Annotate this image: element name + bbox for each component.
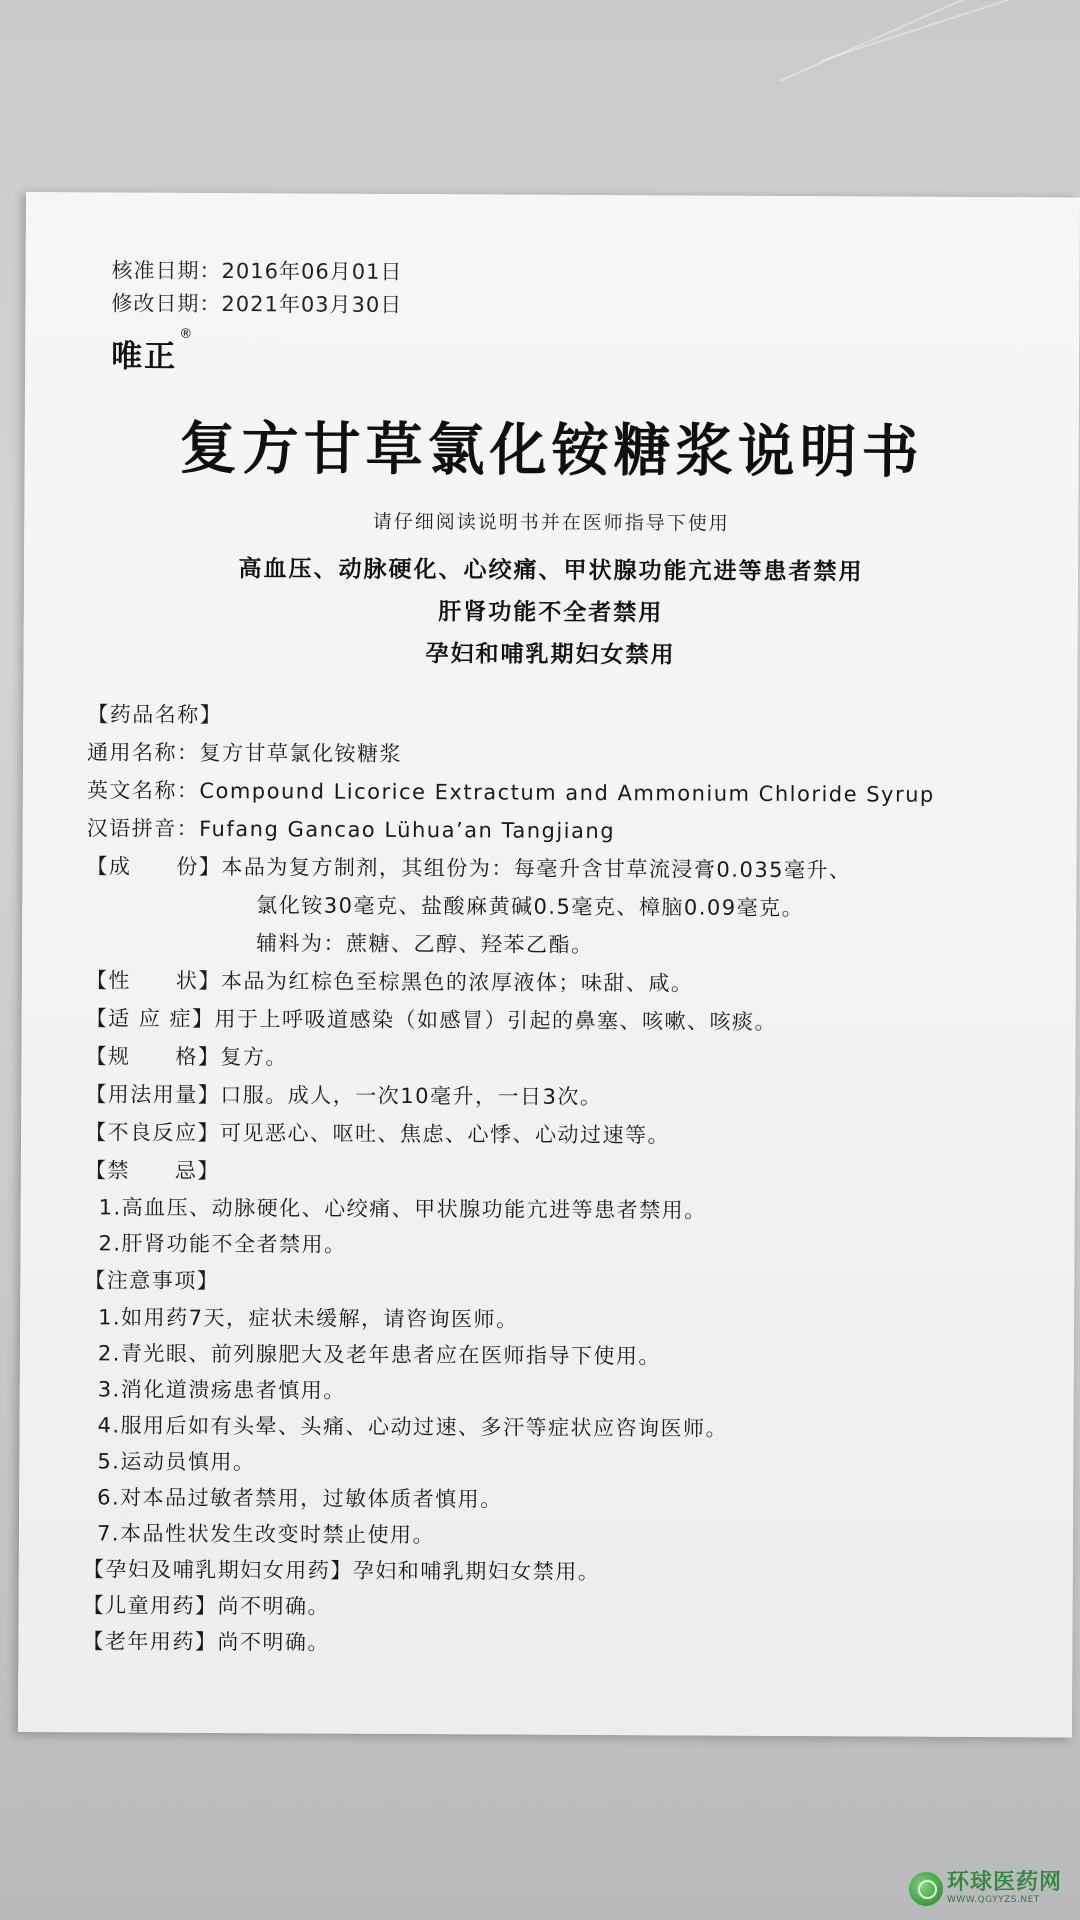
specification-text: 复方。 xyxy=(220,1045,289,1070)
character-text: 本品为红棕色至棕黑色的浓厚液体；味甜、咸。 xyxy=(220,969,694,996)
revision-date: 修改日期：2021年03月30日 xyxy=(111,291,403,317)
english-name: 英文名称：Compound Licorice Extractum and Ammonium Chloride Syrup xyxy=(86,778,935,807)
children-text: 尚不明确。 xyxy=(217,1594,331,1619)
warning-line-2: 肝肾功能不全者禁用 xyxy=(438,599,664,627)
watermark-url: WWW.QGYYZS.NET xyxy=(946,1895,1040,1905)
registered-mark: ® xyxy=(179,326,195,342)
section-heading-adverse: 【不良反应】 xyxy=(85,1120,221,1146)
adverse-row xyxy=(85,1113,1075,1156)
composition-text-3: 辅料为：蔗糖、乙醇、羟苯乙酯。 xyxy=(256,931,594,957)
leaflet-paper xyxy=(18,192,1080,1737)
leaflet-body xyxy=(82,695,1077,1664)
section-heading-specification: 【规 格】 xyxy=(85,1044,221,1070)
brand-logo xyxy=(111,326,195,375)
contraindication-item: 2.肝肾功能不全者禁用。 xyxy=(98,1231,347,1257)
approval-date: 核准日期：2016年06月01日 xyxy=(111,258,403,284)
children-row xyxy=(83,1587,1073,1628)
indications-text: 用于上呼吸道感染（如感冒）引起的鼻塞、咳嗽、咳痰。 xyxy=(214,1006,778,1034)
document-title: 复方甘草氯化铵糖浆说明书 xyxy=(179,415,924,486)
section-heading-elderly: 【老年用药】 xyxy=(82,1629,218,1655)
specification-row xyxy=(85,1037,1075,1080)
watermark-text xyxy=(947,1871,1062,1906)
dosage-text: 口服。成人，一次10毫升，一日3次。 xyxy=(220,1083,603,1110)
warning-line-3: 孕妇和哺乳期妇女禁用 xyxy=(425,641,676,669)
precaution-item: 4.服用后如有头晕、头痛、心动过速、多汗等症状应咨询医师。 xyxy=(97,1413,729,1441)
precaution-item: 7.本品性状发生改变时禁止使用。 xyxy=(96,1521,436,1548)
pregnancy-row xyxy=(83,1551,1073,1592)
pregnancy-text: 孕妇和哺乳期妇女禁用。 xyxy=(352,1558,601,1585)
precaution-item: 5.运动员慎用。 xyxy=(97,1449,256,1475)
precaution-item: 6.对本品过敏者禁用，过敏体质者慎用。 xyxy=(97,1485,503,1512)
pinyin-name: 汉语拼音：Fufang Gancao Lühua’an Tangjiang xyxy=(86,816,616,844)
composition-text-2: 氯化铵30毫克、盐酸麻黄碱0.5毫克、樟脑0.09毫克。 xyxy=(256,893,805,921)
elderly-text: 尚不明确。 xyxy=(217,1630,330,1655)
background-shelf-line xyxy=(820,0,1080,62)
adverse-text: 可见恶心、呕吐、焦虑、心悸、心动过速等。 xyxy=(220,1121,671,1148)
document-subtitle: 请仔细阅读说明书并在医师指导下使用 xyxy=(372,510,730,535)
brand-name: 唯正 xyxy=(111,338,178,375)
section-heading-composition: 【成 份】 xyxy=(86,854,222,880)
section-heading-indications: 【适 应 症】 xyxy=(85,1006,215,1031)
precaution-item: 2.青光眼、前列腺肥大及老年患者应在医师指导下使用。 xyxy=(97,1341,662,1369)
composition-row xyxy=(86,847,1076,890)
composition-text-1: 本品为复方制剂，其组份为：每毫升含甘草流浸膏0.035毫升、 xyxy=(221,855,852,883)
generic-name: 通用名称：复方甘草氯化铵糖浆 xyxy=(87,740,403,766)
watermark-name: 环球医药网 xyxy=(946,1870,1062,1895)
contraindication-item: 1.高血压、动脉硬化、心绞痛、甲状腺功能亢进等患者禁用。 xyxy=(98,1195,707,1223)
section-heading-character: 【性 状】 xyxy=(85,968,221,994)
warning-line-1: 高血压、动脉硬化、心绞痛、甲状腺功能亢进等患者禁用 xyxy=(238,556,864,586)
section-heading-pregnancy: 【孕妇及哺乳期妇女用药】 xyxy=(82,1557,353,1583)
dosage-row xyxy=(85,1075,1075,1118)
site-watermark xyxy=(909,1871,1062,1906)
section-heading-dosage: 【用法用量】 xyxy=(85,1082,221,1108)
elderly-row xyxy=(82,1623,1072,1664)
indications-row xyxy=(86,999,1076,1042)
section-heading-contraindications: 【禁 忌】 xyxy=(84,1158,220,1184)
globe-logo-icon xyxy=(909,1872,943,1906)
precaution-item: 3.消化道溃疡患者慎用。 xyxy=(97,1377,346,1403)
dates-block xyxy=(111,254,402,322)
precaution-item: 1.如用药7天，症状未缓解，请咨询医师。 xyxy=(98,1305,519,1332)
section-heading-precautions: 【注意事项】 xyxy=(84,1268,220,1294)
background-shelf-line xyxy=(780,0,1073,82)
section-heading-children: 【儿童用药】 xyxy=(82,1593,218,1619)
character-row xyxy=(86,961,1076,1004)
section-heading-drug-name: 【药品名称】 xyxy=(87,702,223,728)
